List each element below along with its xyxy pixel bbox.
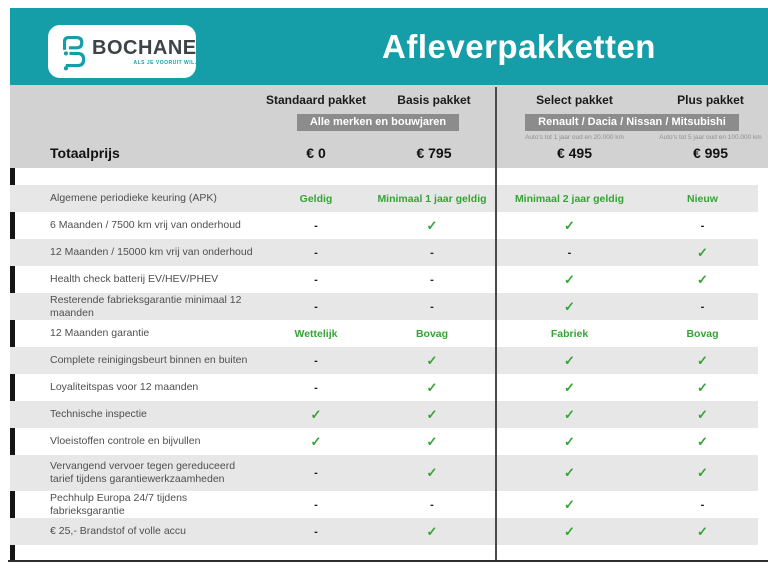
feature-label: Pechhulp Europa 24/7 tijdens fabrieksgarantie xyxy=(50,491,188,517)
dash-icon: - xyxy=(314,525,318,538)
check-icon: ✓ xyxy=(426,465,438,480)
check-icon: ✓ xyxy=(697,271,708,287)
feature-value: Fabriek xyxy=(550,327,589,340)
package-name-basis: Basis pakket xyxy=(397,93,471,107)
price-standaard: € 0 xyxy=(306,145,326,161)
feature-label: Health check batterij EV/HEV/PHEV xyxy=(50,273,219,286)
dash-icon: - xyxy=(314,300,318,313)
dash-icon: - xyxy=(314,354,318,367)
logo-text xyxy=(92,38,197,66)
check-icon: ✓ xyxy=(426,523,438,539)
feature-label: Resterende fabrieksgarantie minimaal 12 maanden xyxy=(50,293,242,319)
caption-select: Auto's tot 1 jaar oud en 20.000 km xyxy=(525,134,624,141)
package-name-standaard: Standaard pakket xyxy=(265,93,367,107)
feature-value: Minimaal 1 jaar geldig xyxy=(377,192,487,205)
feature-label: € 25,- Brandstof of volle accu xyxy=(50,525,186,538)
table-header-band xyxy=(10,85,768,168)
feature-label: Loyaliteitspas voor 12 maanden xyxy=(50,381,199,394)
feature-label: 12 Maanden garantie xyxy=(50,327,150,340)
brand-banner-row xyxy=(10,112,768,131)
package-table xyxy=(10,85,768,576)
dash-icon: - xyxy=(700,300,705,313)
feature-row xyxy=(10,428,758,455)
feature-row xyxy=(10,374,758,401)
check-icon: ✓ xyxy=(564,217,575,233)
dash-icon: - xyxy=(567,246,572,259)
feature-value: Bovag xyxy=(686,327,719,340)
check-icon: ✓ xyxy=(564,298,575,314)
check-icon: ✓ xyxy=(564,406,575,422)
feature-row xyxy=(10,320,758,347)
feature-label: 12 Maanden / 15000 km vrij van onderhoud xyxy=(50,246,253,259)
check-icon: ✓ xyxy=(426,217,438,233)
package-name-plus: Plus pakket xyxy=(677,93,744,107)
feature-label: Algemene periodieke keuring (APK) xyxy=(50,192,217,205)
bochane-logo-icon xyxy=(58,32,86,72)
check-icon: ✓ xyxy=(697,523,708,539)
check-icon: ✓ xyxy=(697,352,708,368)
dash-icon: - xyxy=(314,381,318,394)
feature-value: Minimaal 2 jaar geldig xyxy=(514,192,625,205)
total-price-row xyxy=(10,145,768,161)
spacer-row xyxy=(10,168,758,185)
dash-icon: - xyxy=(430,273,434,286)
feature-row xyxy=(10,491,758,518)
feature-row xyxy=(10,185,758,212)
dash-icon: - xyxy=(314,273,318,286)
package-group-divider xyxy=(495,87,497,560)
check-icon: ✓ xyxy=(564,496,575,512)
check-icon: ✓ xyxy=(564,352,575,368)
banner-all-brands-label: Alle merken en bouwjaren xyxy=(297,114,459,131)
dash-icon: - xyxy=(700,498,705,511)
filler-row xyxy=(10,545,758,560)
dash-icon: - xyxy=(314,219,318,232)
check-icon: ✓ xyxy=(564,379,575,395)
check-icon: ✓ xyxy=(426,433,438,449)
feature-value: Geldig xyxy=(299,192,333,205)
price-plus: € 995 xyxy=(692,145,729,161)
feature-value: Wettelijk xyxy=(294,327,338,340)
dash-icon: - xyxy=(314,498,318,511)
logo-wordmark: BOCHANE xyxy=(92,36,197,59)
bottom-rule xyxy=(8,560,768,562)
dash-icon: - xyxy=(700,219,705,232)
check-icon: ✓ xyxy=(564,271,575,287)
check-icon: ✓ xyxy=(564,465,575,480)
feature-value: Nieuw xyxy=(687,192,718,205)
check-icon: ✓ xyxy=(310,433,322,449)
feature-row xyxy=(10,239,758,266)
package-name-select: Select pakket xyxy=(536,93,613,107)
check-icon: ✓ xyxy=(310,406,322,422)
feature-label: Vervangend vervoer tegen gereduceerd tarief tijdens garantiewerkzaamheden xyxy=(50,460,236,485)
row-label-column-header xyxy=(10,93,260,107)
check-icon: ✓ xyxy=(564,433,575,449)
feature-row xyxy=(10,212,758,239)
total-price-label: Totaalprijs xyxy=(50,145,120,161)
package-name-row xyxy=(10,93,768,107)
check-icon: ✓ xyxy=(697,406,708,422)
page-title: Afleverpakketten xyxy=(382,27,656,65)
check-icon: ✓ xyxy=(697,465,708,480)
feature-row xyxy=(10,347,758,374)
check-icon: ✓ xyxy=(426,352,438,368)
feature-row xyxy=(10,266,758,293)
feature-label: Technische inspectie xyxy=(50,408,147,421)
dash-icon: - xyxy=(314,246,318,259)
dash-icon: - xyxy=(430,246,434,259)
check-icon: ✓ xyxy=(564,523,575,539)
bochane-logo xyxy=(48,25,196,78)
banner-renault-group-label: Renault / Dacia / Nissan / Mitsubishi xyxy=(525,114,739,131)
feature-row xyxy=(10,455,758,491)
header-bar xyxy=(10,8,768,85)
feature-label: Complete reinigingsbeurt binnen en buiten xyxy=(50,354,248,367)
check-icon: ✓ xyxy=(697,244,708,260)
logo-tagline: ALS JE VOORUIT WIL. xyxy=(133,59,197,66)
feature-value: Bovag xyxy=(415,327,449,340)
check-icon: ✓ xyxy=(426,379,438,395)
caption-row xyxy=(10,134,768,141)
feature-label: Vloeistoffen controle en bijvullen xyxy=(50,435,201,448)
feature-row xyxy=(10,518,758,545)
check-icon: ✓ xyxy=(697,433,708,449)
caption-plus: Auto's tot 5 jaar oud en 100.000 km xyxy=(659,134,762,141)
feature-rows xyxy=(10,185,758,545)
dash-icon: - xyxy=(314,467,318,479)
check-icon: ✓ xyxy=(426,406,438,422)
check-icon: ✓ xyxy=(697,379,708,395)
dash-icon: - xyxy=(430,300,434,313)
price-basis: € 795 xyxy=(416,145,452,161)
feature-label: 6 Maanden / 7500 km vrij van onderhoud xyxy=(50,219,241,232)
banner-spacer xyxy=(10,112,260,131)
banner-renault-group xyxy=(496,112,768,131)
price-select: € 495 xyxy=(556,145,593,161)
feature-row xyxy=(10,293,758,320)
feature-row xyxy=(10,401,758,428)
banner-all-brands xyxy=(260,112,496,131)
dash-icon: - xyxy=(430,498,434,511)
